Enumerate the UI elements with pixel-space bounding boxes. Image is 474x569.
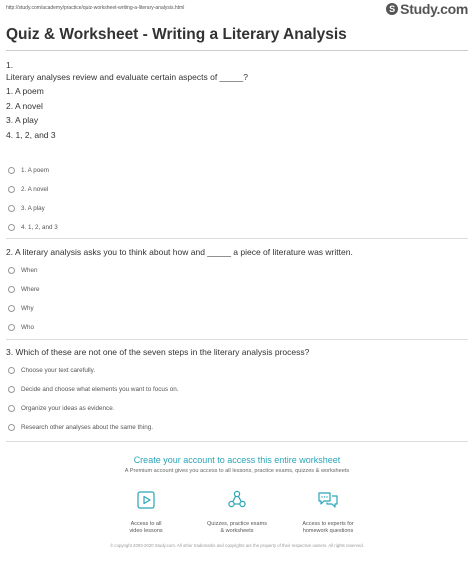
radio-button[interactable] [8,324,15,331]
footer-copyright: © copyright 2003-2020 Study.com. All other trademarks and copyrights are the property of their respective owners. All rights reserved. [110,543,364,548]
question-1-stem-list [6,84,468,142]
quiz-icon [225,488,249,512]
answer-option[interactable] [6,380,468,399]
page-url: http://study.com/academy/practice/quiz-worksheet-writing-a-literary-analysis.html [6,5,185,11]
answer-label: 4. 1, 2, and 3 [21,224,58,231]
answer-label: Organize your ideas as evidence. [21,405,115,412]
answer-option[interactable] [6,161,468,180]
radio-button[interactable] [8,405,15,412]
answer-option[interactable] [6,418,468,437]
answer-option[interactable] [6,280,468,299]
video-icon [134,488,158,512]
radio-button[interactable] [8,186,15,193]
premium-cta [0,455,474,474]
feature-line: Quizzes, practice exams [207,521,267,527]
question-divider [6,238,468,239]
title-divider [6,50,468,51]
answer-option[interactable] [6,399,468,418]
stem-option: 2. A novel [6,100,43,111]
answer-label: Research other analyses about the same thing. [21,424,153,431]
stem-option: 1. A poem [6,86,44,96]
answer-option[interactable] [6,318,468,337]
feature-line: homework questions [302,528,354,534]
feature-line: video lessons [129,528,163,534]
answer-label: When [21,267,38,274]
answer-option[interactable] [6,299,468,318]
answer-label: 1. A poem [21,167,50,174]
page-title: Quiz & Worksheet - Writing a Literary Analysis [6,26,347,43]
section-divider [6,441,468,442]
question-2-text: 2. A literary analysis asks you to think about how and _____ a piece of literature was written. [6,247,353,257]
radio-button[interactable] [8,305,15,312]
question-3-answers [6,361,468,437]
top-bar [0,0,474,18]
question-1-answers [6,161,468,237]
feature-experts [273,488,383,535]
logo-mark-icon: S [386,3,398,15]
radio-button[interactable] [8,167,15,174]
answer-option[interactable] [6,218,468,237]
question-1-number: 1. [6,60,14,70]
answer-option[interactable] [6,180,468,199]
stem-option: 3. A play [6,115,39,125]
question-3-text: 3. Which of these are not one of the seven steps in the literary analysis process? [6,347,310,357]
answer-label: 3. A play [21,205,45,212]
radio-button[interactable] [8,424,15,431]
cta-subtitle: A Premium account gives you access to all lessons, practice exams, quizzes & worksheets [124,468,350,474]
feature-text [273,521,383,535]
study-logo[interactable] [386,1,468,17]
question-2 [6,247,468,258]
cta-title-link[interactable]: Create your account to access this entire worksheet [133,455,341,465]
logo-text: Study.com [400,1,468,17]
answer-label: 2. A novel [21,186,49,193]
question-2-answers [6,261,468,337]
feature-line: Access to experts for [302,521,354,527]
question-1 [6,60,468,142]
radio-button[interactable] [8,224,15,231]
radio-button[interactable] [8,205,15,212]
question-divider [6,339,468,340]
feature-line: & worksheets [220,528,254,534]
answer-label: Who [21,324,34,331]
radio-button[interactable] [8,367,15,374]
question-3 [6,347,468,358]
answer-label: Where [21,286,40,293]
answer-label: Decide and choose what elements you want to focus on. [21,386,179,393]
radio-button[interactable] [8,386,15,393]
answer-option[interactable] [6,199,468,218]
answer-option[interactable] [6,361,468,380]
radio-button[interactable] [8,267,15,274]
answer-option[interactable] [6,261,468,280]
radio-button[interactable] [8,286,15,293]
question-1-text: Literary analyses review and evaluate certain aspects of _____? [6,72,248,82]
feature-line: Access to all [130,521,162,527]
chat-icon [316,488,340,512]
stem-option: 4. 1, 2, and 3 [6,129,56,140]
answer-label: Choose your text carefully. [21,367,96,374]
answer-label: Why [21,305,34,312]
